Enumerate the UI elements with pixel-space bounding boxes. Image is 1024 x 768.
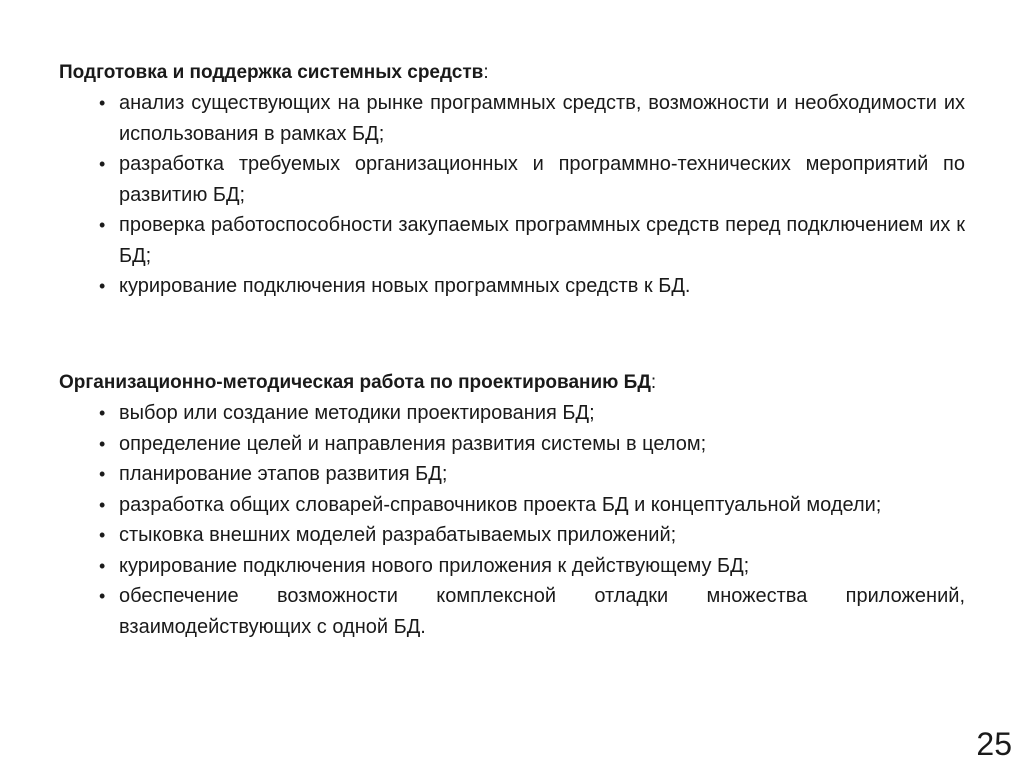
list-item [59, 429, 965, 460]
section-heading-text: Организационно-методическая работа по проектированию БД [59, 372, 651, 393]
list-item-text: анализ существующих на рынке программных средств, возможности и необходимости их использования в рамках БД; [119, 92, 965, 145]
list-item-text: разработка общих словарей-справочников проекта БД и концептуальной модели; [119, 493, 882, 516]
list-item [59, 520, 965, 551]
page-number: 25 [976, 726, 1012, 762]
section-heading [59, 368, 965, 398]
list-item-text: стыковка внешних моделей разрабатываемых приложений; [119, 524, 677, 546]
list-item-text: выбор или создание методики проектирования БД; [119, 402, 595, 424]
bullet-icon: • [99, 494, 106, 515]
section-heading-colon: : [483, 62, 489, 83]
bullet-icon: • [99, 525, 106, 545]
bullet-icon: • [99, 586, 106, 606]
list-item-text: курирование подключения нового приложения к действующему БД; [119, 554, 750, 577]
list-item-text: проверка работоспособности закупаемых программных средств перед подключением их к БД; [119, 214, 965, 267]
section-methodology [59, 368, 965, 642]
list-item-text: обеспечение возможности комплексной отладки множества приложений, взаимодействующих с одной БД. [119, 585, 965, 638]
list-item [59, 210, 965, 271]
bullet-icon: • [99, 464, 106, 484]
list-item [59, 398, 965, 429]
bullet-icon: • [99, 403, 106, 423]
list-item-text: курирование подключения новых программных средств к БД. [119, 275, 691, 297]
list-item [59, 271, 965, 302]
section-heading-text: Подготовка и поддержка системных средств [59, 62, 484, 83]
section-heading [59, 58, 965, 88]
bullet-icon: • [99, 276, 106, 296]
bullet-list [59, 398, 965, 642]
bullet-icon: • [99, 555, 106, 576]
bullet-icon: • [99, 154, 106, 174]
list-item [59, 149, 965, 210]
list-item [59, 88, 965, 149]
list-item-text: определение целей и направления развития системы в целом; [119, 432, 707, 455]
bullet-icon: • [99, 93, 106, 113]
list-item [59, 490, 965, 521]
list-item [59, 551, 965, 582]
section-heading-colon: : [650, 372, 657, 393]
section-system-tools [59, 58, 965, 302]
list-item-text: планирование этапов развития БД; [119, 463, 448, 485]
bullet-icon: • [99, 215, 106, 235]
list-item-text: разработка требуемых организационных и программно-технических мероприятий по развитию БД; [119, 153, 965, 206]
list-item [59, 459, 965, 490]
bullet-list [59, 88, 965, 302]
bullet-icon: • [99, 433, 106, 454]
list-item [59, 581, 965, 642]
